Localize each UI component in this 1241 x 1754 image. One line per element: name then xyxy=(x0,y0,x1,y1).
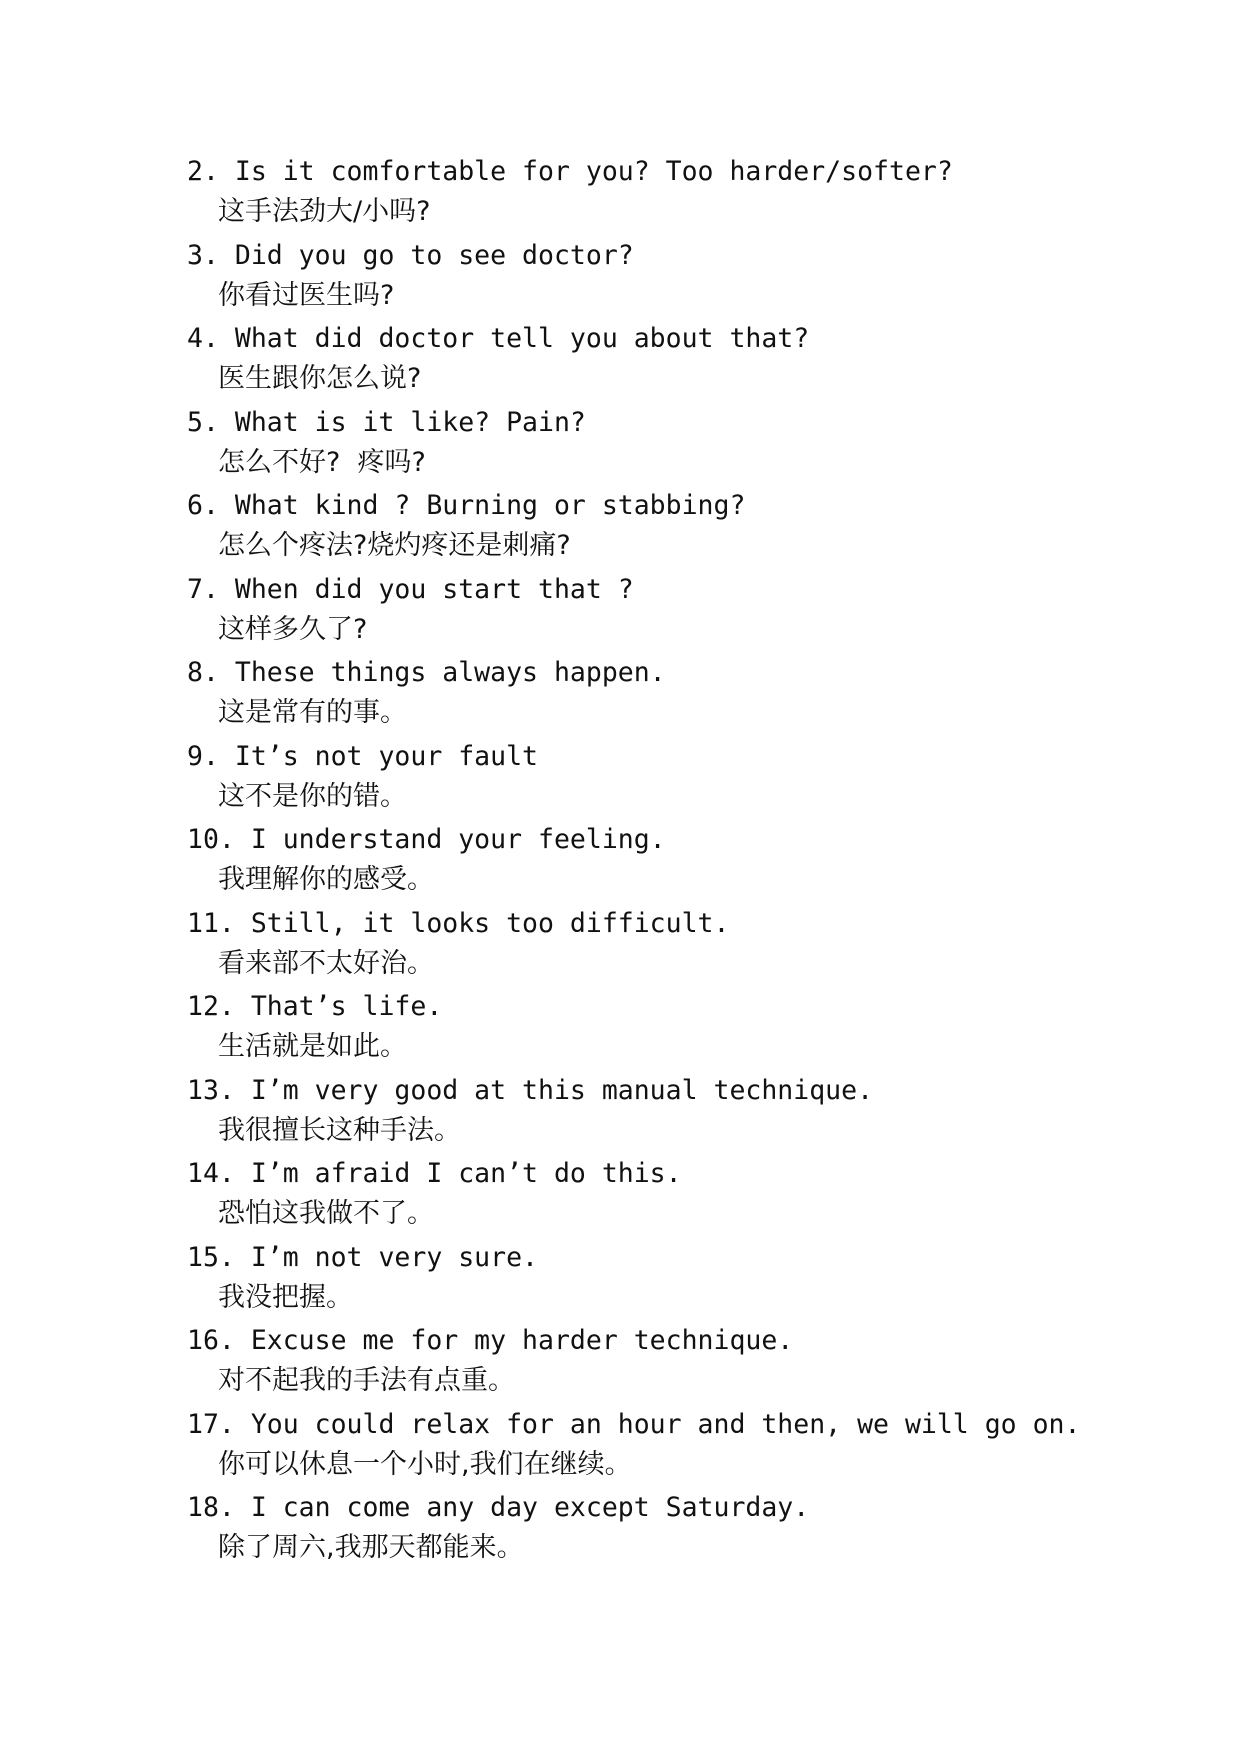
chinese-translation: 恐怕这我做不了。 xyxy=(218,1198,434,1229)
chinese-translation: 生活就是如此。 xyxy=(218,1031,407,1062)
chinese-translation: 怎么个疼法?烧灼疼还是刺痛? xyxy=(218,530,571,561)
chinese-translation: 这是常有的事。 xyxy=(218,697,407,728)
english-sentence: 10. I understand your feeling. xyxy=(187,824,666,855)
phrase-item xyxy=(187,236,1187,320)
phrase-item xyxy=(187,737,1187,821)
english-sentence: 17. You could relax for an hour and then, we will go on. xyxy=(187,1408,1081,1440)
phrase-item xyxy=(187,570,1187,654)
phrase-item xyxy=(187,152,1187,236)
english-sentence: 16. Excuse me for my harder technique. xyxy=(187,1325,794,1356)
phrase-item xyxy=(187,653,1187,737)
chinese-translation: 你看过医生吗? xyxy=(218,279,395,311)
english-sentence: 3. Did you go to see doctor? xyxy=(187,239,634,271)
chinese-translation: 对不起我的手法有点重。 xyxy=(218,1365,515,1396)
english-sentence: 11. Still, it looks too difficult. xyxy=(187,907,730,939)
english-sentence: 4. What did doctor tell you about that? xyxy=(187,323,810,354)
phrase-item xyxy=(187,820,1187,904)
phrase-item xyxy=(187,987,1187,1071)
chinese-translation: 除了周六,我那天都能来。 xyxy=(218,1532,524,1563)
chinese-translation: 我没把握。 xyxy=(218,1281,353,1313)
english-sentence: 14. I’m afraid I can’t do this. xyxy=(187,1158,682,1189)
chinese-translation: 看来部不太好治。 xyxy=(218,947,434,979)
phrase-item xyxy=(187,1488,1187,1572)
phrase-item xyxy=(187,486,1187,570)
english-sentence: 18. I can come any day except Saturday. xyxy=(187,1492,810,1523)
english-sentence: 9. It’s not your fault xyxy=(187,740,538,772)
english-sentence: 2. Is it comfortable for you? Too harder/softer? xyxy=(187,156,953,187)
english-sentence: 8. These things always happen. xyxy=(187,657,666,688)
chinese-translation: 你可以休息一个小时,我们在继续。 xyxy=(218,1448,632,1480)
chinese-translation: 这样多久了? xyxy=(218,613,368,645)
chinese-translation: 我理解你的感受。 xyxy=(218,864,434,895)
english-sentence: 5. What is it like? Pain? xyxy=(187,406,586,438)
chinese-translation: 我很擅长这种手法。 xyxy=(218,1114,461,1146)
phrase-list xyxy=(187,152,1187,1572)
chinese-translation: 怎么不好? 疼吗? xyxy=(218,446,426,478)
english-sentence: 15. I’m not very sure. xyxy=(187,1241,538,1273)
phrase-item xyxy=(187,1238,1187,1322)
phrase-item xyxy=(187,1071,1187,1155)
phrase-item xyxy=(187,1321,1187,1405)
phrase-item xyxy=(187,904,1187,988)
chinese-translation: 医生跟你怎么说? xyxy=(218,363,422,394)
chinese-translation: 这手法劲大/小吗? xyxy=(218,196,431,227)
english-sentence: 13. I’m very good at this manual technique. xyxy=(187,1074,874,1106)
phrase-item xyxy=(187,1405,1187,1489)
phrase-item xyxy=(187,403,1187,487)
english-sentence: 12. That’s life. xyxy=(187,991,443,1022)
english-sentence: 6. What kind ? Burning or stabbing? xyxy=(187,490,746,521)
english-sentence: 7. When did you start that ? xyxy=(187,573,634,605)
phrase-item xyxy=(187,1154,1187,1238)
phrase-item xyxy=(187,319,1187,403)
chinese-translation: 这不是你的错。 xyxy=(218,780,407,812)
